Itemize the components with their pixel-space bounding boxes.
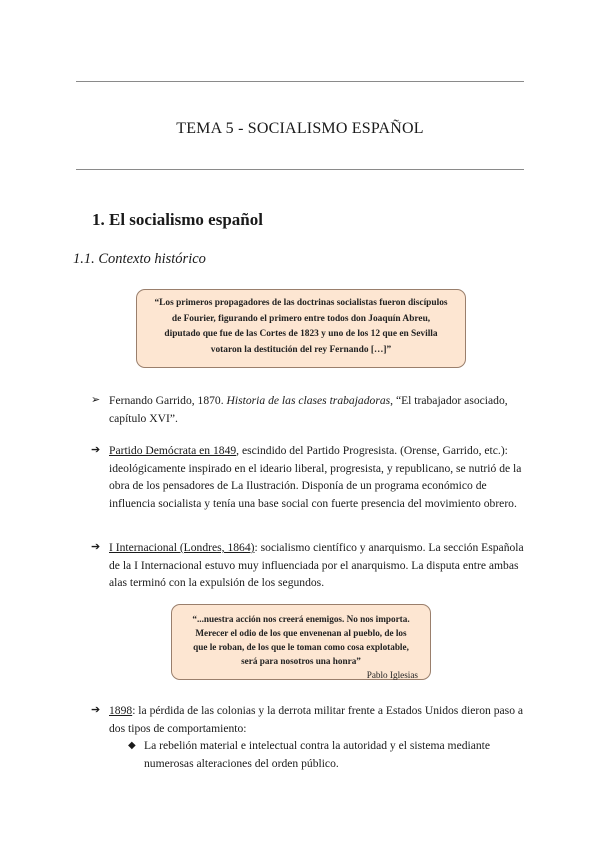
book-title: Historia de las clases trabajadoras [226,394,391,407]
bullet-text-plain: , “El trabajador asociado, capítulo XVI”. [109,394,508,425]
quote-author: Pablo Iglesias [366,670,418,680]
quote-box-iglesias [171,604,431,680]
bullet-text-plain: : la pérdida de las colonias y la derrota militar frente a Estados Unidos dieron paso a dos tipos de comportamiento: [109,704,524,735]
bullet-garrido [91,392,527,427]
bullet-1898 [91,702,527,737]
bullet-text [109,442,527,512]
bullet-text [109,539,527,592]
sub-bullet-rebelion [128,737,528,772]
quote-line: de Fourier, figurando el primero entre todos don Joaquín Abreu, [171,313,431,324]
subsection-heading: 1.1. Contexto histórico [73,251,206,267]
quote-line: “...nuestra acción nos creerá enemigos. No nos importa. [192,614,410,624]
bullet-text [109,702,527,737]
bullet-internacional [91,539,527,592]
diamond-bullet-icon: ◆ [128,740,136,751]
document-title: TEMA 5 - SOCIALISMO ESPAÑOL [176,120,424,137]
bullet-text-plain: : socialismo científico y anarquismo. La sección Española de la I Internacional estuvo muy influenciada por el anarquismo. La disputa entre ambas alas terminó con la expulsión de los segundos. [109,541,524,590]
quote-line: será para nosotros una honra” [241,656,361,666]
arrowhead-bullet-icon: ➢ [91,394,101,406]
bullet-keyword: Partido Demócrata en 1849 [109,444,237,457]
bullet-text-plain: Fernando Garrido, 1870. [109,394,227,407]
bottom-divider [76,169,524,170]
quote-line: “Los primeros propagadores de las doctrinas socialistas fueron discípulos [154,298,448,308]
bullet-partido-democrata [91,442,527,512]
arrow-bullet-icon: ➔ [91,444,101,456]
quote-box-abreu [136,289,466,368]
top-divider [76,81,524,82]
section-heading: 1. El socialismo español [92,210,263,229]
quote-line: Merecer el odio de los que envenenan al pueblo, de los [195,628,407,638]
arrow-bullet-icon: ➔ [91,541,101,553]
bullet-text [109,392,527,427]
arrow-bullet-icon: ➔ [91,704,101,716]
quote-line: votaron la destitución del rey Fernando […]” [210,344,392,355]
bullet-keyword: I Internacional (Londres, 1864) [109,541,255,554]
sub-bullet-text: La rebelión material e intelectual contra la autoridad y el sistema mediante numerosas alteraciones del orden público. [144,739,491,770]
quote-line: diputado que fue de las Cortes de 1823 y uno de los 12 que en Sevilla [164,329,438,340]
bullet-text-plain: , escindido del Partido Progresista. (Orense, Garrido, etc.): ideológicamente inspirado en el ideario liberal, progresista, y republicano, se nutrió de la obra de los pensadores de La Ilustración. Disponía de un programa económico de influencia socialista y tenía una base social con fuerte presencia del movimiento obrero. [109,444,522,510]
quote-line: que le roban, de los que le toman como cosa explotable, [193,642,409,652]
bullet-keyword: 1898 [109,704,133,717]
